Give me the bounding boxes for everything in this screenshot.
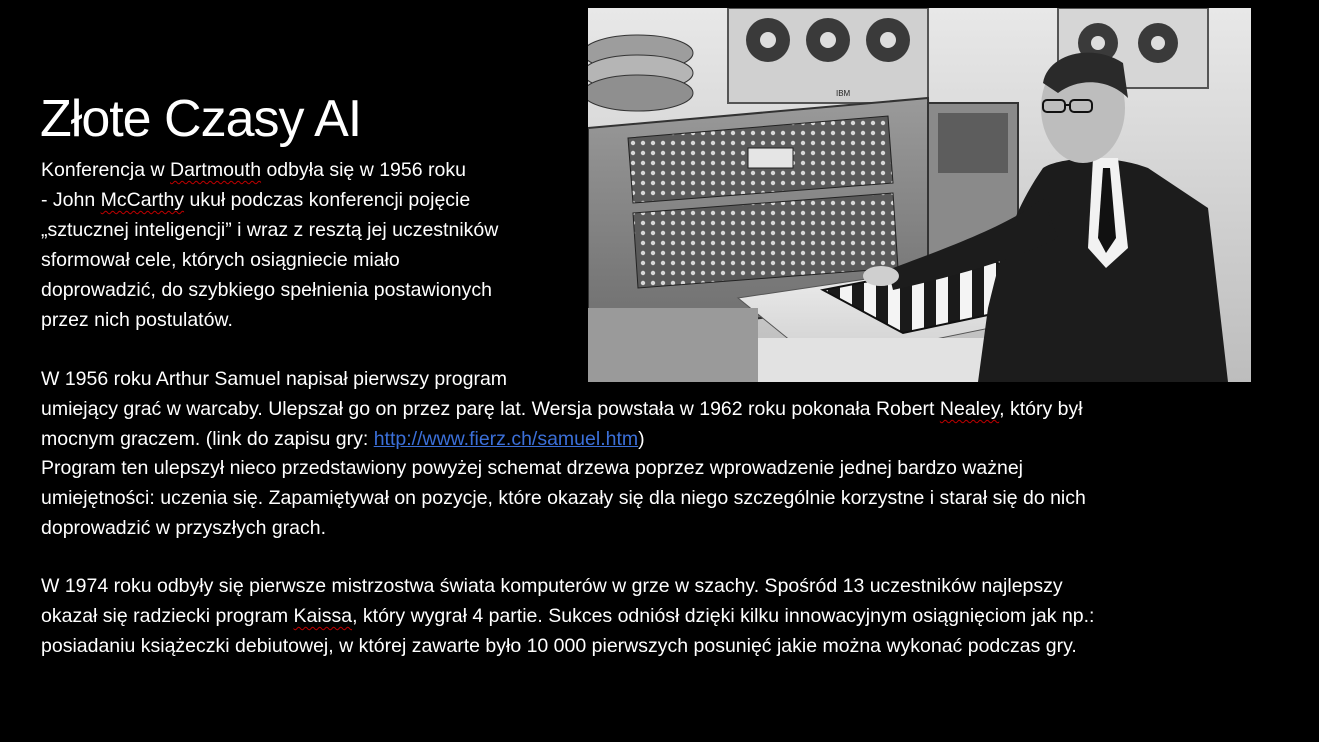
text-line: doprowadzić, do szybkiego spełnienia postawionych bbox=[41, 279, 492, 301]
text-line: „sztucznej inteligencji” i wraz z resztą jej uczestników bbox=[41, 219, 499, 241]
text-span: , który wygrał 4 partie. Sukces odniósł dzięki kilku innowacyjnym osiągnięciom jak np.: bbox=[352, 605, 1095, 627]
text-line: W 1974 roku odbyły się pierwsze mistrzostwa świata komputerów w grze w szachy. Spośród 13 uczestników najlepszy bbox=[41, 575, 1063, 597]
paragraph-kaissa bbox=[41, 571, 1094, 661]
text-span: odbyła się w 1956 roku bbox=[261, 159, 466, 181]
text-line: W 1956 roku Arthur Samuel napisał pierwszy program bbox=[41, 368, 508, 390]
text-span: - John bbox=[41, 189, 101, 211]
text-span: Konferencja w bbox=[41, 159, 170, 181]
text-line: doprowadzić w przyszłych grach. bbox=[41, 517, 327, 539]
text-line: umiejętności: uczenia się. Zapamiętywał on pozycje, które okazały się dla niego szczególnie korzystne i starał się do nich bbox=[41, 487, 1086, 509]
ibm-label: IBM bbox=[836, 89, 851, 98]
slide-title: Złote Czasy AI bbox=[40, 90, 362, 148]
text-span: ) bbox=[638, 428, 645, 450]
text-line bbox=[41, 394, 1083, 424]
paragraph-dartmouth bbox=[41, 155, 581, 335]
paragraph-learning bbox=[41, 453, 1086, 543]
text-line: Program ten ulepszył nieco przedstawiony powyżej schemat drzewa poprzez wprowadzenie jednej bardzo ważnej bbox=[41, 457, 1024, 479]
text-span: mocnym graczem. (link do zapisu gry: bbox=[41, 428, 374, 450]
spellcheck-word: Kaissa bbox=[293, 605, 353, 627]
text-line bbox=[41, 601, 1094, 631]
text-line: przez nich postulatów. bbox=[41, 309, 233, 331]
spellcheck-word: Nealey bbox=[939, 398, 1000, 420]
game-record-link[interactable]: http://www.fierz.ch/samuel.htm bbox=[373, 428, 639, 450]
text-line bbox=[41, 424, 1083, 454]
text-span: okazał się radziecki program bbox=[41, 605, 294, 627]
text-span: ukuł podczas konferencji pojęcie bbox=[184, 189, 471, 211]
samuel-checkers-photo bbox=[588, 8, 1251, 382]
spellcheck-word: Dartmouth bbox=[170, 159, 262, 181]
text-span: , który był bbox=[999, 398, 1083, 420]
text-line: posiadaniu książeczki debiutowej, w której zawarte było 10 000 pierwszych posunięć jakie można wykonać podczas gry. bbox=[41, 635, 1077, 657]
text-line: sformował cele, których osiągniecie miało bbox=[41, 249, 400, 271]
spellcheck-word: McCarthy bbox=[100, 189, 185, 211]
text-line bbox=[41, 155, 581, 185]
text-line bbox=[41, 185, 581, 215]
text-span: umiejący grać w warcaby. Ulepszał go on przez parę lat. Wersja powstała w 1962 roku pokonała Robert bbox=[41, 398, 940, 420]
